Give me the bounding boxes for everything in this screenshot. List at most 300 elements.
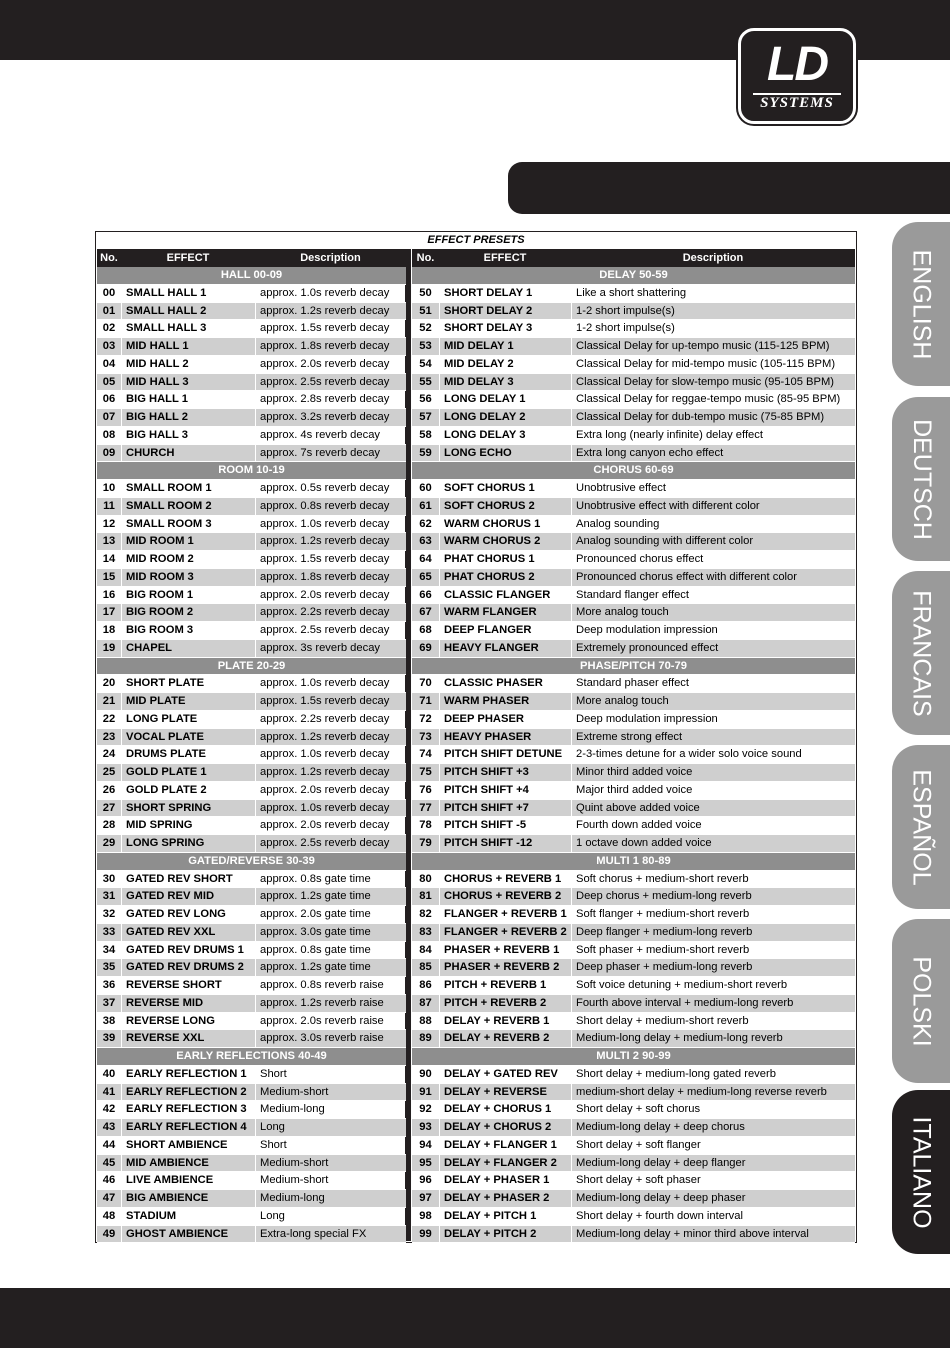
effect-name: CLASSIC PHASER [440,675,572,692]
effect-description: Standard phaser effect [576,677,689,690]
effect-name: GATED REV MID [122,888,256,905]
table-row [97,1137,406,1155]
effect-name: PITCH + REVERB 1 [440,977,572,994]
effect-name: GATED REV SHORT [122,871,256,888]
table-row [412,924,855,942]
preset-number: 55 [412,374,440,391]
effect-name: EARLY REFLECTION 1 [122,1066,256,1083]
table-row [412,516,855,534]
table-row [412,942,855,960]
preset-number: 79 [412,835,440,852]
preset-number: 72 [412,711,440,728]
section-header-block [508,162,950,214]
effect-description: Pronounced chorus effect with different color [576,570,797,583]
effect-name: GATED REV DRUMS 2 [122,959,256,976]
preset-number: 59 [412,445,440,462]
effect-description: Extra-long special FX [260,1227,367,1240]
preset-number: 34 [97,942,122,959]
table-row [97,977,406,995]
preset-number: 41 [97,1084,122,1101]
effect-description: Classical Delay for reggae-tempo music (85-95 BPM) [576,393,841,406]
preset-number: 42 [97,1101,122,1118]
table-row [412,675,855,693]
preset-number: 06 [97,391,122,408]
preset-number: 51 [412,303,440,320]
table-row [412,551,855,569]
effect-name: CHURCH [122,445,256,462]
preset-number: 96 [412,1172,440,1189]
effect-description: 1-2 short impulse(s) [576,304,675,317]
preset-number: 65 [412,569,440,586]
header-no: No. [100,252,118,264]
effect-name: SMALL HALL 3 [122,320,256,337]
effect-description: approx. 1.2s reverb decay [260,766,390,778]
effect-name: SHORT DELAY 1 [440,285,572,302]
table-title: EFFECT PRESETS [427,234,525,246]
table-row [412,391,855,409]
table-row [412,693,855,711]
preset-number: 53 [412,338,440,355]
preset-number: 11 [97,498,122,515]
effect-description: Classical Delay for mid-tempo music (105-115 BPM) [576,357,836,370]
preset-number: 14 [97,551,122,568]
effect-description: approx. 2.5s reverb decay [260,624,390,636]
preset-number: 63 [412,533,440,550]
preset-number: 28 [97,817,122,834]
effect-description: Quint above added voice [576,801,700,814]
effect-name: EARLY REFLECTION 2 [122,1084,256,1101]
effect-description: approx. 2.0s reverb decay [260,357,390,370]
table-row [97,480,406,498]
effect-description: Deep flanger + medium-long reverb [576,925,753,938]
effect-name: LONG DELAY 3 [440,427,572,444]
table-row [97,871,406,889]
effect-name: LONG PLATE [122,711,256,728]
effect-description: approx. 1.2s reverb raise [260,996,384,1009]
table-row [97,1084,406,1102]
effect-description: approx. 1.2s gate time [260,890,371,903]
table-row [412,1013,855,1031]
table-row [97,1208,406,1226]
table-row [97,942,406,960]
preset-number: 40 [97,1066,122,1083]
effect-name: LONG DELAY 1 [440,391,572,408]
preset-number: 22 [97,711,122,728]
effect-name: BIG ROOM 3 [122,622,256,639]
preset-number: 81 [412,888,440,905]
table-row [412,906,855,924]
tab-francais[interactable] [892,571,950,735]
table-row [412,800,855,818]
effect-name: DELAY + REVERB 2 [440,1030,572,1047]
preset-number: 19 [97,640,122,657]
effect-name: PITCH SHIFT +3 [440,764,572,781]
effect-name: SHORT DELAY 2 [440,303,572,320]
effect-description: approx. 1.0s reverb decay [260,677,390,690]
table-row [97,445,406,463]
effect-name: GOLD PLATE 2 [122,782,256,799]
preset-number: 38 [97,1013,122,1030]
effect-name: REVERSE XXL [122,1030,256,1047]
tab-label: POLSKI [907,955,936,1047]
table-row [412,1101,855,1119]
effect-name: DRUMS PLATE [122,746,256,763]
preset-number: 60 [412,480,440,497]
effect-name: DEEP FLANGER [440,622,572,639]
table-row [412,587,855,605]
preset-number: 01 [97,303,122,320]
preset-number: 78 [412,817,440,834]
table-row [97,1155,406,1173]
table-row [97,604,406,622]
effect-name: BIG ROOM 1 [122,587,256,604]
effect-name: DELAY + FLANGER 2 [440,1155,572,1172]
preset-number: 56 [412,391,440,408]
effect-name: DEEP PHASER [440,711,572,728]
preset-number: 88 [412,1013,440,1030]
table-row [97,959,406,977]
table-right-column [412,249,855,1243]
effect-name: MID AMBIENCE [122,1155,256,1172]
effect-description: Fourth above interval + medium-long reverb [576,996,794,1009]
preset-number: 54 [412,356,440,373]
effect-description: approx. 2.0s reverb raise [260,1014,384,1027]
effect-description: approx. 2.0s reverb decay [260,783,390,796]
effect-description: Medium-long delay + deep flanger [576,1156,746,1169]
table-row [412,1066,855,1084]
effect-description: Short delay + medium-short reverb [576,1014,749,1027]
preset-number: 48 [97,1208,122,1225]
effect-name: BIG ROOM 2 [122,604,256,621]
preset-number: 99 [412,1226,440,1243]
tab-english[interactable] [892,222,950,386]
table-row [97,729,406,747]
section-band: PLATE 20-29 [97,658,406,676]
effect-description: Extremely pronounced effect [576,641,719,654]
preset-number: 08 [97,427,122,444]
table-row [412,1190,855,1208]
table-row [412,1137,855,1155]
effect-description: approx. 3s reverb decay [260,641,381,654]
effect-description: approx. 0.8s gate time [260,943,371,956]
effect-name: PITCH SHIFT -5 [440,817,572,834]
table-row [97,533,406,551]
effect-description: approx. 1.2s reverb decay [260,730,390,743]
preset-number: 03 [97,338,122,355]
effect-description: Unobtrusive effect [576,482,666,494]
effect-name: BIG HALL 1 [122,391,256,408]
effect-description: Short [260,1067,287,1080]
table-row [412,303,855,321]
preset-number: 68 [412,622,440,639]
table-row [97,693,406,711]
effect-description: approx. 1.0s reverb decay [260,748,390,761]
effect-name: EARLY REFLECTION 4 [122,1119,256,1136]
effect-name: CHAPEL [122,640,256,657]
section-band: DELAY 50-59 [412,267,855,285]
table-row [97,675,406,693]
table-row [97,906,406,924]
effect-name: MID ROOM 2 [122,551,256,568]
effect-description: Medium-long delay + deep phaser [576,1192,746,1204]
effect-description: Soft voice detuning + medium-short reverb [576,979,788,991]
effect-description: approx. 3.2s reverb decay [260,411,390,423]
effect-description: approx. 0.5s reverb decay [260,482,390,494]
preset-number: 17 [97,604,122,621]
preset-number: 86 [412,977,440,994]
preset-number: 57 [412,409,440,426]
preset-number: 97 [412,1190,440,1207]
table-row [412,711,855,729]
preset-number: 20 [97,675,122,692]
tab-label: ITALIANO [907,1115,936,1229]
table-row [412,285,855,303]
effect-name: PHASER + REVERB 2 [440,959,572,976]
preset-number: 31 [97,888,122,905]
effect-name: MID ROOM 3 [122,569,256,586]
preset-number: 13 [97,533,122,550]
effect-description: Medium-long [260,1103,325,1116]
section-band: CHORUS 60-69 [412,462,855,480]
effect-name: LONG SPRING [122,835,256,852]
effect-name: REVERSE SHORT [122,977,256,994]
logo-wordmark: LD [767,38,827,91]
preset-number: 62 [412,516,440,533]
preset-number: 95 [412,1155,440,1172]
effect-description: Analog sounding [576,517,660,530]
effect-description: approx. 7s reverb decay [260,446,381,459]
effect-name: PHASER + REVERB 1 [440,942,572,959]
preset-number: 92 [412,1101,440,1118]
effect-name: WARM FLANGER [440,604,572,621]
effect-description: approx. 1.8s reverb decay [260,570,390,583]
preset-number: 64 [412,551,440,568]
effect-description: 1 octave down added voice [576,837,712,849]
table-row [97,640,406,658]
effect-description: approx. 1.2s reverb decay [260,535,390,548]
table-row [97,516,406,534]
preset-number: 66 [412,587,440,604]
table-row [412,533,855,551]
effect-name: MID HALL 3 [122,374,256,391]
bottom-bar [0,1288,950,1348]
preset-number: 93 [412,1119,440,1136]
table-row [412,888,855,906]
table-row [412,622,855,640]
effect-name: PITCH SHIFT DETUNE [440,746,572,763]
effect-name: WARM CHORUS 1 [440,516,572,533]
preset-number: 90 [412,1066,440,1083]
preset-number: 94 [412,1137,440,1154]
table-row [412,835,855,853]
effect-description: Deep modulation impression [576,712,718,725]
effect-description: Standard flanger effect [576,588,689,601]
effect-description: Extra long (nearly infinite) delay effect [576,428,763,441]
tab-espaol[interactable] [892,745,950,909]
effect-description: approx. 1.2s reverb decay [260,304,390,317]
preset-number: 27 [97,800,122,817]
preset-number: 10 [97,480,122,497]
preset-number: 76 [412,782,440,799]
effect-description: approx. 1.5s reverb decay [260,322,390,335]
table-left-column [97,249,406,1243]
table-row [412,995,855,1013]
effect-name: REVERSE MID [122,995,256,1012]
tab-label: ESPAÑOL [907,768,936,886]
effect-description: Analog sounding with different color [576,535,754,548]
table-row [412,320,855,338]
effect-description: medium-short delay + medium-long reverse reverb [576,1085,827,1098]
effect-name: GOLD PLATE 1 [122,764,256,781]
effect-name: SMALL HALL 1 [122,285,256,302]
table-row [97,1119,406,1137]
preset-number: 43 [97,1119,122,1136]
table-row [97,1226,406,1244]
table-row [97,320,406,338]
table-row [412,480,855,498]
header-description: Description [300,252,361,264]
preset-number: 85 [412,959,440,976]
effect-name: VOCAL PLATE [122,729,256,746]
effect-name: SMALL ROOM 1 [122,480,256,497]
effect-description: Medium-short [260,1156,329,1169]
effect-description: approx. 2.2s reverb decay [260,606,390,619]
effect-description: Deep phaser + medium-long reverb [576,961,753,974]
effect-description: 2-3-times detune for a wider solo voice sound [576,748,802,761]
table-row [97,587,406,605]
section-band: MULTI 2 90-99 [412,1048,855,1066]
effect-description: approx. 0.8s reverb raise [260,979,384,991]
table-row [97,1030,406,1048]
header-no: No. [416,252,435,264]
table-row [412,427,855,445]
effect-description: Unobtrusive effect with different color [576,499,760,512]
table-body-left [97,267,406,1243]
table-row [412,729,855,747]
effect-name: PHAT CHORUS 2 [440,569,572,586]
effect-name: BIG HALL 2 [122,409,256,426]
table-row [412,569,855,587]
preset-number: 04 [97,356,122,373]
effect-description: Classical Delay for slow-tempo music (95-105 BPM) [576,375,835,388]
effect-name: MID SPRING [122,817,256,834]
preset-number: 09 [97,445,122,462]
table-row [412,977,855,995]
table-row [97,374,406,392]
effect-description: Medium-long delay + minor third above interval [576,1227,809,1240]
table-row [97,391,406,409]
tab-label: DEUTSCH [907,418,936,540]
effect-description: Like a short shattering [576,286,687,299]
preset-number: 83 [412,924,440,941]
tab-deutsch[interactable] [892,397,950,561]
effect-name: WARM CHORUS 2 [440,533,572,550]
effect-description: Short delay + fourth down interval [576,1209,743,1222]
preset-number: 39 [97,1030,122,1047]
preset-number: 07 [97,409,122,426]
effect-name: FLANGER + REVERB 1 [440,906,572,923]
preset-number: 87 [412,995,440,1012]
table-row [97,782,406,800]
effect-name: GATED REV LONG [122,906,256,923]
effect-name: LIVE AMBIENCE [122,1172,256,1189]
effect-description: approx. 1.0s reverb decay [260,801,390,814]
effect-name: SHORT DELAY 3 [440,320,572,337]
effect-description: More analog touch [576,606,669,619]
effect-name: LONG ECHO [440,445,572,462]
preset-number: 18 [97,622,122,639]
effect-name: MID DELAY 1 [440,338,572,355]
effect-description: Long [260,1121,285,1133]
table-row [97,1101,406,1119]
effect-description: approx. 2.8s reverb decay [260,393,390,406]
preset-number: 15 [97,569,122,586]
preset-number: 73 [412,729,440,746]
section-band: EARLY REFLECTIONS 40-49 [97,1048,406,1066]
effect-description: approx. 1.0s reverb decay [260,286,390,299]
preset-number: 89 [412,1030,440,1047]
preset-number: 80 [412,871,440,888]
effect-description: approx. 3.0s reverb raise [260,1032,384,1045]
table-row [97,924,406,942]
preset-number: 29 [97,835,122,852]
section-band: GATED/REVERSE 30-39 [97,853,406,871]
table-row [412,356,855,374]
preset-number: 82 [412,906,440,923]
effect-description: approx. 0.8s gate time [260,872,371,885]
effect-description: approx. 3.0s gate time [260,925,371,938]
effect-name: SHORT PLATE [122,675,256,692]
effect-name: MID PLATE [122,693,256,710]
preset-number: 00 [97,285,122,302]
effect-description: Classical Delay for dub-tempo music (75-85 BPM) [576,411,825,423]
table-row [97,888,406,906]
effect-name: PITCH SHIFT +7 [440,800,572,817]
effect-description: Medium-long delay + medium-long reverb [576,1032,783,1045]
table-row [412,409,855,427]
table-row [97,338,406,356]
tab-label: FRANCAIS [907,589,936,717]
effect-name: SMALL ROOM 2 [122,498,256,515]
effect-description: Medium-long delay + deep chorus [576,1121,745,1133]
effect-description: approx. 2.0s gate time [260,908,371,920]
table-row [97,551,406,569]
effect-name: DELAY + REVERB 1 [440,1013,572,1030]
effect-description: approx. 2.0s reverb decay [260,819,390,832]
preset-number: 36 [97,977,122,994]
effect-description: Soft chorus + medium-short reverb [576,872,749,885]
effect-name: SMALL HALL 2 [122,303,256,320]
table-row [97,800,406,818]
table-row [97,1013,406,1031]
effect-description: Major third added voice [576,783,693,796]
effect-name: GATED REV XXL [122,924,256,941]
effect-name: STADIUM [122,1208,256,1225]
header-effect: EFFECT [483,252,527,264]
effect-name: MID ROOM 1 [122,533,256,550]
effect-name: CHORUS + REVERB 1 [440,871,572,888]
effect-name: WARM PHASER [440,693,572,710]
preset-number: 49 [97,1226,122,1243]
tab-polski[interactable] [892,919,950,1083]
table-row [97,817,406,835]
effect-description: approx. 4s reverb decay [260,428,381,441]
tab-italiano[interactable] [892,1090,950,1254]
effect-name: FLANGER + REVERB 2 [440,924,572,941]
effect-name: EARLY REFLECTION 3 [122,1101,256,1118]
section-band: MULTI 1 80-89 [412,853,855,871]
effect-name: HEAVY PHASER [440,729,572,746]
